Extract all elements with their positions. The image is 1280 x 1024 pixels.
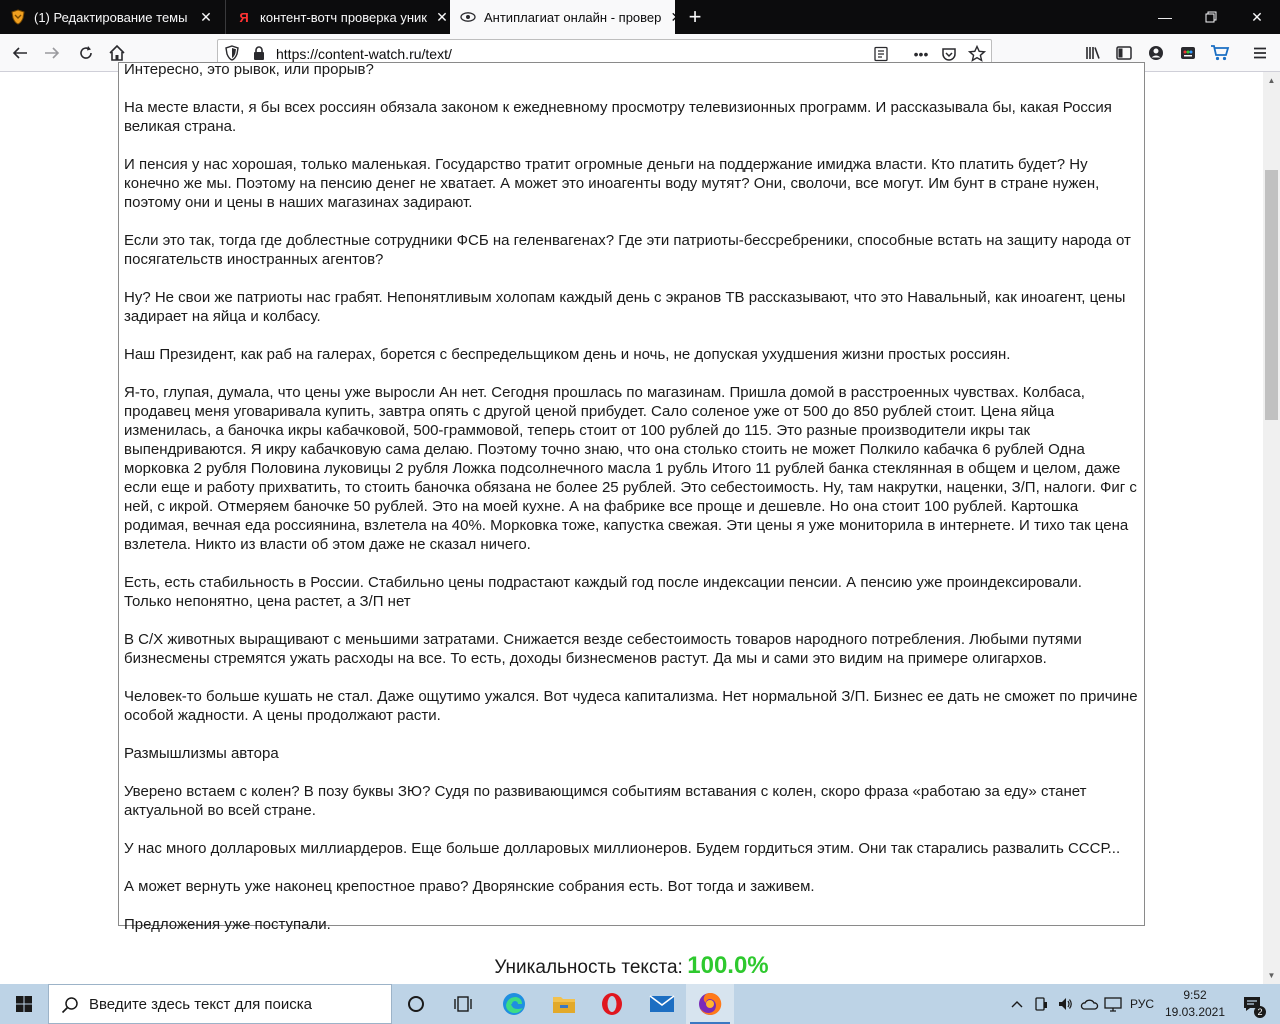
close-tab-icon[interactable]: ✕ <box>670 8 683 25</box>
tab-title: (1) Редактирование темы <box>34 9 188 25</box>
new-tab-button[interactable]: + <box>688 4 702 29</box>
search-placeholder: Введите здесь текст для поиска <box>89 996 312 1013</box>
paragraph: Интересно, это рывок, или прорыв? <box>124 61 374 78</box>
vertical-scrollbar[interactable] <box>1263 72 1280 984</box>
search-icon <box>61 996 79 1014</box>
paragraph: И пенсия у нас хорошая, только маленькая. Государство тратит огромные деньги на поддержание имиджа власти. Кто платить будет? Ну конечно же мы. Поэтому на пенсию денег не хватает. А может это иноагенты воду мутят? Они, сволочи, все могут. Им бунт в стране нужен, поэтому они и цены в наших магазинах задирают. <box>124 156 1100 211</box>
tab-antiplagiat[interactable] <box>450 0 683 34</box>
article-text[interactable] <box>124 60 1138 953</box>
cortana-icon[interactable] <box>392 984 440 1024</box>
tab-edit-topic[interactable] <box>0 0 225 34</box>
paragraph: А может вернуть уже наконец крепостное право? Дворянские собрания есть. Вот тогда и заживем. <box>124 878 815 895</box>
lock-icon[interactable] <box>251 45 267 61</box>
clock-date: 19.03.2021 <box>1164 1005 1226 1019</box>
paragraph: Размышлизмы автора <box>124 745 279 762</box>
paragraph: Наш Президент, как раб на галерах, борется с беспредельщиком день и ночь, не допуская ухудшения жизни простых россиян. <box>124 346 1011 363</box>
scroll-down-icon[interactable]: ▼ <box>1267 971 1276 980</box>
text-input-area[interactable] <box>118 61 1145 933</box>
tracking-protection-icon[interactable] <box>224 45 240 61</box>
uniqueness-result <box>0 952 1263 980</box>
paragraph: Человек-то больше кушать не стал. Даже ощутимо ужался. Вот чудеса капитализма. Нет нормальной З/П. Бизнес ее дать не сможет по причине особой жадности. А цены продолжают расти. <box>124 688 1138 724</box>
close-window-icon[interactable]: ✕ <box>1251 8 1263 25</box>
clock-time: 9:52 <box>1183 988 1207 1002</box>
paragraph: На месте власти, я бы всех россиян обязала законом к ежедневному просмотру телевизионных программ. И рассказывала бы, какая Россия великая страна. <box>124 99 1112 135</box>
taskbar-search-box[interactable] <box>48 984 392 1024</box>
paragraph: Я-то, глупая, думала, что цены уже выросли Ан нет. Сегодня прошлась по магазинам. Пришла домой в расстроенных чувствах. Колбаса, продавец меня уговаривала купить, завтра опять с другой ценой прибудет. Сало соленое уже от 500 до 850 рублей стоит. Цена яйца изменилась, а баночка икры кабачковой, 500-граммовой, теперь стоит от 100 рублей до 115. Это разные производители икры так выпендриваются. Я икру кабачковую сама делаю. Поэтому точно знаю, что она столько стоить не может Полкило кабачка 6 рублей Одна морковка 2 рубля Половина луковицы 2 рубля Ложка подсолнечного масла 1 рубль Итого 11 рублей банка стеклянная в общем и целом, даже если еще и работу прихватить, то стоить баночка обязана не более 25 рублей. Это себестоимость. Ну, там накрутки, наценки, З/П, налоги. Фиг с ней, с икрой. Отмеряем баночке 50 рублей. Это на моей кухне. А на фабрике все проще и дешевле. Но она стоит 100 рублей. Картошка родимая, вечная еда россиянина, взлетела на 40%. Морковка тоже, капустка свежая. Эти цены я уже мониторила в интернете. И тихо так цена взлетела. Никто из власти об этом даже не сказал ничего. <box>124 384 1137 553</box>
tab-bar <box>0 0 1280 34</box>
tab-title: контент-вотч проверка уник <box>260 9 427 25</box>
scrollbar-thumb[interactable] <box>1265 170 1278 420</box>
minimize-icon[interactable]: — <box>1158 9 1172 25</box>
restore-icon[interactable] <box>1188 0 1234 34</box>
tab-title: Антиплагиат онлайн - провер <box>484 9 662 25</box>
uniqueness-label: Уникальность текста: <box>494 957 683 978</box>
menu-icon[interactable] <box>1246 39 1274 67</box>
close-tab-icon[interactable]: ✕ <box>200 8 212 25</box>
file-explorer-icon[interactable] <box>540 984 588 1024</box>
paragraph: Ну? Не свои же патриоты нас грабят. Непонятливым холопам каждый день с экранов ТВ рассказывают, что это Навальный, как иноагент, цены задирает на яйца и колбасу. <box>124 289 1126 325</box>
notifications-icon[interactable] <box>1232 984 1272 1024</box>
task-view-icon[interactable] <box>440 984 488 1024</box>
onedrive-icon[interactable] <box>1078 984 1100 1024</box>
system-clock[interactable] <box>1160 987 1230 1021</box>
opera-icon[interactable] <box>588 984 636 1024</box>
paragraph: Есть, есть стабильность в России. Стабильно цены подрастают каждый год после индексации пенсии. А пенсию уже проиндексировали. Только непонятно, цена растет, а З/П нет <box>124 574 1082 610</box>
uniqueness-value: 100.0% <box>687 952 769 979</box>
paragraph: Предложения уже поступали. <box>124 916 331 933</box>
volume-icon[interactable] <box>1054 984 1076 1024</box>
yandex-favicon-icon: Я <box>239 9 249 25</box>
cart-icon[interactable] <box>1206 39 1234 67</box>
paragraph: У нас много долларовых миллиардеров. Еще больше долларовых миллионеров. Будем гордиться этим. Они так старались развалить СССР... <box>124 840 1121 857</box>
url-text[interactable]: https://content-watch.ru/text/ <box>276 46 452 62</box>
scroll-up-icon[interactable]: ▲ <box>1267 76 1276 85</box>
firefox-icon[interactable] <box>686 984 734 1024</box>
forward-button[interactable] <box>38 39 66 67</box>
paragraph: Если это так, тогда где доблестные сотрудники ФСБ на геленвагенах? Где эти патриоты-бессребреники, способные встать на защиту народа от посягательств иностранных агентов? <box>124 232 1131 268</box>
paragraph: Уверено встаем с колен? В позу буквы ЗЮ? Судя по развивающимся событиям вставания с колен, скоро фраза «работаю за еду» станет актуальной во всей стране. <box>124 783 1087 819</box>
device-icon[interactable] <box>1030 984 1052 1024</box>
mail-icon[interactable] <box>638 984 686 1024</box>
edge-icon[interactable] <box>490 984 538 1024</box>
tab-yandex-search[interactable] <box>225 0 450 34</box>
windows-taskbar <box>0 984 1280 1024</box>
account-icon[interactable] <box>1142 39 1170 67</box>
windows-start-icon[interactable] <box>0 984 48 1024</box>
shield-favicon-icon <box>10 9 26 25</box>
back-button[interactable] <box>6 39 34 67</box>
network-icon[interactable] <box>1102 984 1124 1024</box>
extension-icon[interactable] <box>1174 39 1202 67</box>
notification-badge: 2 <box>1254 1006 1266 1018</box>
page-actions-icon[interactable]: ••• <box>913 46 929 62</box>
close-tab-icon[interactable]: ✕ <box>436 8 448 25</box>
reload-button[interactable] <box>72 39 100 67</box>
eye-favicon-icon <box>460 9 476 25</box>
language-indicator[interactable]: РУС <box>1129 997 1155 1011</box>
show-hidden-icons-icon[interactable] <box>1006 984 1028 1024</box>
page-content <box>0 61 1263 984</box>
paragraph: В С/Х животных выращивают с меньшими затратами. Снижается везде себестоимость товаров народного потребления. Любыми путями бизнесмены стремятся ужать расходы на все. То есть, доходы бизнесменов растут. Да мы и сами это видим на примере олигархов. <box>124 631 1082 667</box>
